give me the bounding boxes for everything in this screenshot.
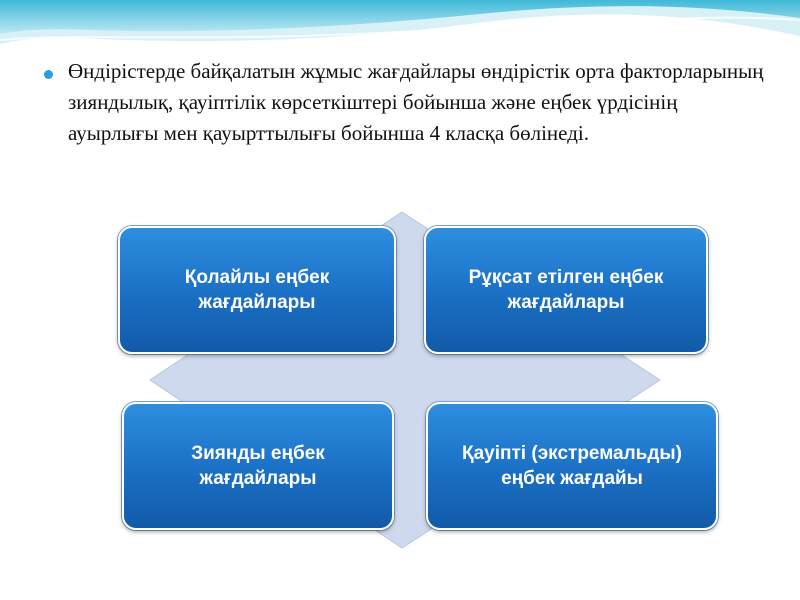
condition-box-dangerous xyxy=(426,402,718,530)
condition-box-label: Қолайлы еңбек жағдайлары xyxy=(184,267,330,313)
condition-box-permissible xyxy=(424,226,708,354)
condition-box-label: Қауіпті (экстремальды) еңбек жағдайы xyxy=(462,443,682,489)
condition-box-label: Рұқсат етілген еңбек жағдайлары xyxy=(468,267,664,313)
condition-box-label: Зиянды еңбек жағдайлары xyxy=(191,443,325,489)
condition-box-harmful xyxy=(122,402,394,530)
condition-box-acceptable xyxy=(118,226,396,354)
slide-body-text: Өндірістерде байқалатын жұмыс жағдайлары өндірістік орта факторларының зияндылық, қауіптілік көрсеткіштері бойынша және еңбек үрдісінің ауырлығы мен қауырттылығы бойынша 4 класқа бөлінеді. xyxy=(68,59,764,145)
